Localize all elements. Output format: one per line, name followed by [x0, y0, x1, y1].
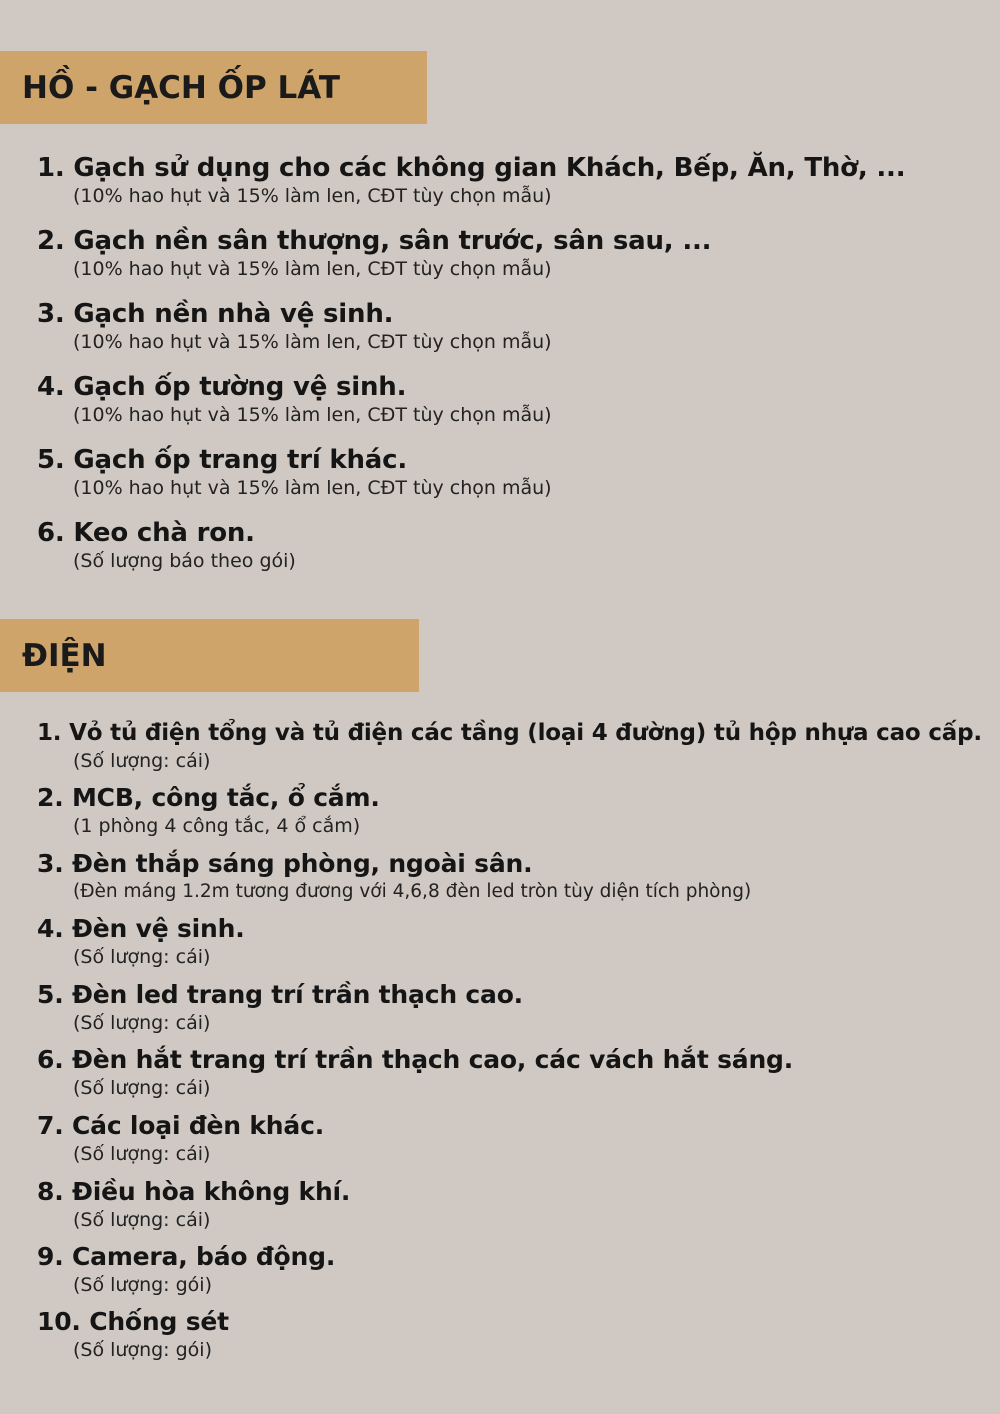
list-item: [37, 1110, 324, 1166]
item-note: (Số lượng: cái): [73, 1012, 211, 1034]
item-title: 4. Đèn vệ sinh.: [37, 914, 245, 943]
item-note: (Số lượng: gói): [73, 1339, 213, 1361]
item-title: 4. Gạch ốp tường vệ sinh.: [37, 372, 407, 402]
item-note: (10% hao hụt và 15% làm len, CĐT tùy chọn mẫu): [73, 185, 552, 207]
item-title: 5. Đèn led trang trí trần thạch cao.: [37, 980, 523, 1009]
item-note: (10% hao hụt và 15% làm len, CĐT tùy chọn mẫu): [73, 477, 552, 499]
section-title: ĐIỆN: [22, 637, 107, 674]
item-note: (Số lượng: cái): [73, 750, 211, 772]
list-item: [37, 152, 905, 208]
list-item: [37, 979, 523, 1035]
item-title: 3. Gạch nền nhà vệ sinh.: [37, 299, 394, 329]
item-note: (1 phòng 4 công tắc, 4 ổ cắm): [73, 815, 361, 837]
list-item: [37, 717, 982, 773]
item-note: (Số lượng: cái): [73, 1143, 211, 1165]
list-item: [37, 848, 751, 904]
list-item: [37, 225, 711, 281]
list-item: [37, 1306, 229, 1362]
item-note: (Số lượng: cái): [73, 1209, 211, 1231]
section-title: HỒ - GẠCH ỐP LÁT: [22, 69, 341, 106]
item-note: (Số lượng: cái): [73, 946, 211, 968]
list-item: [37, 371, 552, 427]
list-item: [37, 444, 552, 500]
item-title: 1. Gạch sử dụng cho các không gian Khách, Bếp, Ăn, Thờ, ...: [37, 153, 906, 183]
item-note: (Số lượng: cái): [73, 1077, 211, 1099]
section-header-dien: [0, 619, 419, 692]
item-title: 6. Đèn hắt trang trí trần thạch cao, các vách hắt sáng.: [37, 1045, 794, 1074]
item-title: 10. Chống sét: [37, 1307, 229, 1336]
list-item: [37, 1176, 350, 1232]
item-note: (Đèn máng 1.2m tương đương với 4,6,8 đèn led tròn tùy diện tích phòng): [73, 881, 752, 902]
item-note: (10% hao hụt và 15% làm len, CĐT tùy chọn mẫu): [73, 404, 552, 426]
item-title: 6. Keo chà ron.: [37, 518, 255, 548]
item-note: (Số lượng báo theo gói): [73, 550, 296, 572]
list-item: [37, 782, 380, 838]
item-title: 7. Các loại đèn khác.: [37, 1111, 324, 1140]
list-item: [37, 1241, 335, 1297]
item-title: 5. Gạch ốp trang trí khác.: [37, 445, 408, 475]
item-note: (10% hao hụt và 15% làm len, CĐT tùy chọn mẫu): [73, 331, 552, 353]
list-item: [37, 517, 296, 573]
item-title: 2. Gạch nền sân thượng, sân trước, sân sau, ...: [37, 226, 712, 256]
list-item: [37, 1044, 793, 1100]
item-title: 8. Điều hòa không khí.: [37, 1177, 351, 1206]
item-title: 9. Camera, báo động.: [37, 1242, 336, 1271]
list-item: [37, 298, 552, 354]
item-title: 2. MCB, công tắc, ổ cắm.: [37, 783, 380, 812]
item-title: 1. Vỏ tủ điện tổng và tủ điện các tầng (loại 4 đường) tủ hộp nhựa cao cấp.: [37, 720, 982, 746]
item-note: (10% hao hụt và 15% làm len, CĐT tùy chọn mẫu): [73, 258, 552, 280]
item-title: 3. Đèn thắp sáng phòng, ngoài sân.: [37, 849, 533, 878]
section-header-gach-op-lat: [0, 51, 427, 124]
item-note: (Số lượng: gói): [73, 1274, 213, 1296]
list-item: [37, 913, 245, 969]
